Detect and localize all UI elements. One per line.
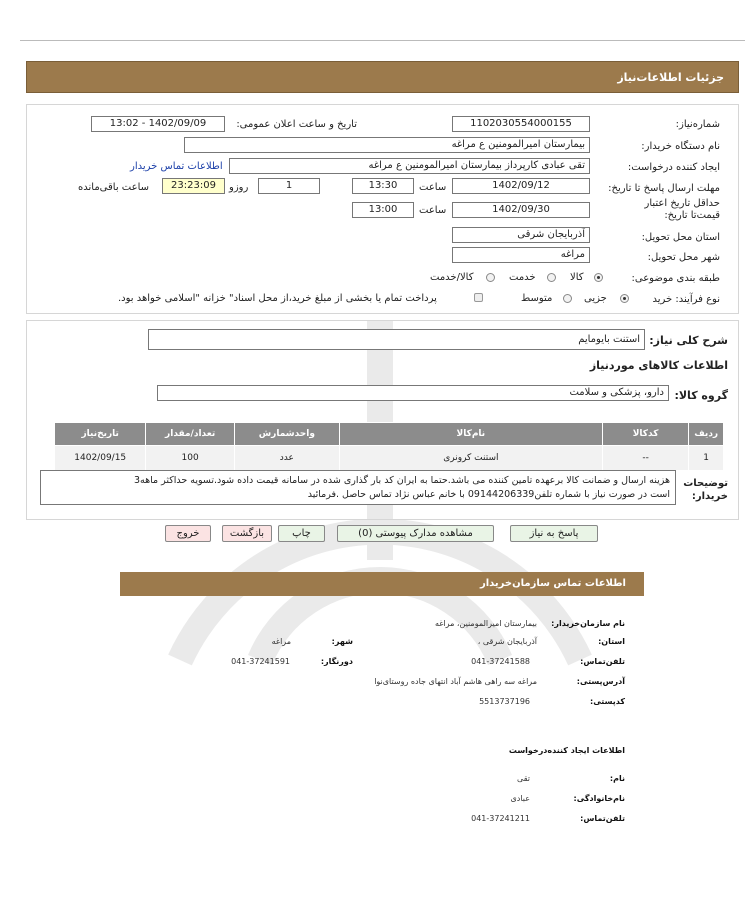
announce-field: 1402/09/09 - 13:02	[91, 116, 225, 132]
treasury-payment-note: پرداخت تمام یا بخشی از مبلغ خرید،از محل اسناد" خزانه "اسلامی خواهد بود.	[118, 293, 437, 304]
creator-first-value: تقی	[517, 774, 530, 783]
validity-time-label: ساعت	[419, 205, 447, 216]
deadline-time-field: 13:30	[352, 178, 414, 194]
city-label: شهر محل تحویل:	[647, 252, 720, 263]
creator-info-title: اطلاعات ایجاد کننده‌درخواست	[508, 746, 625, 755]
creator-field: تقی عبادی کارپرداز بیمارستان امیرالمومنین ع مراغه	[229, 158, 590, 174]
category-goods-label: کالا	[570, 272, 584, 283]
col-header-qty: تعداد/مقدار	[146, 423, 234, 446]
buyer-org-label: نام دستگاه خریدار:	[641, 141, 720, 152]
org-name-value: بیمارستان امیرالمومنین، مراغه	[434, 619, 537, 628]
category-both-radio[interactable]	[486, 273, 495, 282]
remaining-time-field: 23:23:09	[162, 178, 225, 194]
org-city-label: شهر:	[331, 637, 353, 646]
process-medium-label: متوسط	[521, 293, 553, 304]
treasury-payment-checkbox[interactable]	[474, 293, 483, 302]
goods-table	[54, 422, 724, 471]
category-both-label: کالا/خدمت	[430, 272, 474, 283]
remaining-label: ساعت باقی‌مانده	[78, 182, 150, 193]
org-name-label: نام سازمان‌خریدار:	[551, 619, 625, 628]
org-phone-value: 041-37241588	[471, 657, 530, 666]
cell-name: استنت کرونری	[339, 446, 602, 471]
org-city-value: مراغه	[271, 637, 291, 646]
creator-phone-value: 041-37241211	[471, 814, 530, 823]
back-button[interactable]: بازگشت	[222, 525, 272, 542]
buyer-notes-label: توضیحات خریدار:	[683, 478, 728, 502]
validity-time-field: 13:00	[352, 202, 414, 218]
buyer-notes-box	[40, 470, 676, 505]
goods-info-title: اطلاعات کالاهای موردنیاز	[589, 359, 728, 372]
details-header-title: جزئیات اطلاعات‌نیاز	[617, 71, 724, 84]
org-address-value: مراغه سه راهی هاشم آباد انتهای جاده روستای‌نوا	[374, 677, 537, 686]
table-row	[55, 446, 724, 471]
details-header-bar	[26, 61, 739, 93]
process-minor-radio[interactable]	[620, 294, 629, 303]
creator-phone-label: تلفن‌تماس:	[580, 814, 625, 823]
summary-label: شرح کلی نیاز:	[649, 334, 728, 347]
col-header-row: ردیف	[689, 423, 724, 446]
province-field: آذربایجان شرقی	[452, 227, 590, 243]
org-postal-value: 5513737196	[479, 697, 530, 706]
reply-button[interactable]: پاسخ به نیاز	[510, 525, 598, 542]
org-address-label: آدرس‌پستی:	[576, 677, 625, 686]
org-contact-bar	[120, 572, 644, 596]
creator-first-label: نام:	[609, 774, 625, 783]
buyer-notes-line2: است در صورت نیاز با شماره تلفن09144206339 با خانم عباس نژاد تماس حاصل .فرمائید	[307, 489, 670, 500]
goods-group-label: گروه کالا:	[674, 389, 728, 402]
org-fax-value: 041-37241591	[231, 657, 290, 666]
col-header-code: کدکالا	[602, 423, 689, 446]
top-divider	[20, 40, 745, 41]
summary-field: استنت بایومایم	[148, 329, 645, 350]
org-province-label: استان:	[598, 637, 625, 646]
creator-label: ایجاد کننده درخواست:	[627, 162, 720, 173]
announce-label: تاریخ و ساعت اعلان عمومی:	[236, 119, 357, 130]
category-service-label: خدمت	[509, 272, 536, 283]
deadline-label: مهلت ارسال پاسخ تا تاریخ:	[608, 183, 720, 194]
category-label: طبقه بندی موضوعی:	[631, 273, 720, 284]
city-field: مراغه	[452, 247, 590, 263]
creator-last-label: نام‌خانوادگی:	[573, 794, 625, 803]
days-label: روزو	[229, 182, 249, 193]
validity-date-field: 1402/09/30	[452, 202, 590, 218]
cell-row: 1	[689, 446, 724, 471]
org-phone-label: تلفن‌تماس:	[580, 657, 625, 666]
need-number-label: شماره‌نیاز:	[675, 119, 720, 130]
buyer-contact-link[interactable]: اطلاعات تماس خریدار	[130, 161, 223, 172]
validity-label: حداقل تاریخ اعتبار قیمت‌تا تاریخ:	[644, 198, 720, 221]
category-goods-radio[interactable]	[594, 273, 603, 282]
process-minor-label: جزیی	[584, 293, 607, 304]
exit-button[interactable]: خروج	[165, 525, 211, 542]
col-header-unit: واحدشمارش	[234, 423, 339, 446]
deadline-date-field: 1402/09/12	[452, 178, 590, 194]
buyer-org-field: بیمارستان امیرالمومنین ع مراغه	[184, 137, 590, 153]
need-number-field: 1102030554000155	[452, 116, 590, 132]
view-attachments-button[interactable]: مشاهده مدارک پیوستی (0)	[337, 525, 494, 542]
col-header-date: تاریخ‌نیاز	[55, 423, 146, 446]
org-fax-label: دورنگار:	[320, 657, 353, 666]
col-header-name: نام‌کالا	[339, 423, 602, 446]
goods-group-field: دارو، پزشکی و سلامت	[157, 385, 669, 401]
org-province-value: آذربایجان شرقی ،	[477, 637, 537, 646]
province-label: استان محل تحویل:	[641, 232, 720, 243]
process-label: نوع فرآیند: خرید	[652, 294, 720, 305]
days-field: 1	[258, 178, 320, 194]
buyer-notes-line1: هزینه ارسال و ضمانت کالا برعهده تامین کننده می باشد.حتما به ایران کد بار گذاری شده در سامانه قیمت داده شود.تسویه حداکثر ماهه3	[133, 475, 670, 486]
creator-last-value: عبادی	[510, 794, 530, 803]
deadline-time-label: ساعت	[419, 182, 447, 193]
cell-qty: 100	[146, 446, 234, 471]
cell-unit: عدد	[234, 446, 339, 471]
print-button[interactable]: چاپ	[278, 525, 325, 542]
org-contact-title: اطلاعات تماس سازمان‌خریدار	[479, 578, 626, 589]
cell-date: 1402/09/15	[55, 446, 146, 471]
org-postal-label: کدپستی:	[590, 697, 625, 706]
cell-code: --	[602, 446, 689, 471]
process-medium-radio[interactable]	[563, 294, 572, 303]
category-service-radio[interactable]	[547, 273, 556, 282]
